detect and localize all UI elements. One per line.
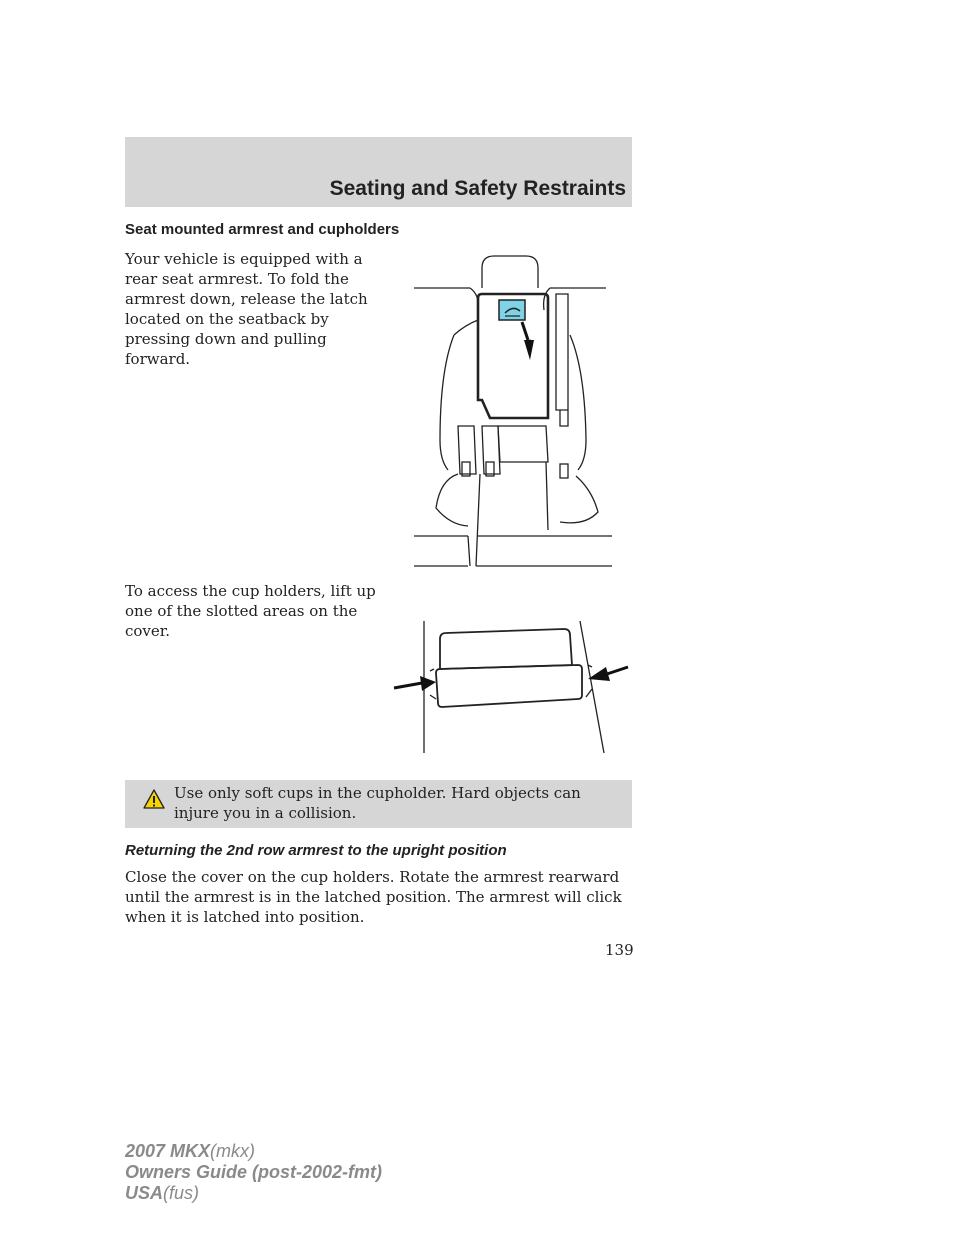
seat-armrest-illustration (410, 250, 615, 570)
header-band (125, 137, 632, 207)
latch-highlight (499, 300, 525, 320)
warning-box (125, 780, 632, 828)
footer-line-1 (125, 1141, 382, 1162)
warning-text: Use only soft cups in the cupholder. Hard objects can injure you in a collision. (174, 784, 581, 822)
footer-line-2: Owners Guide (post-2002-fmt) (125, 1162, 383, 1182)
footer-market: USA (125, 1183, 164, 1203)
section-heading: Seat mounted armrest and cupholders (125, 221, 400, 238)
page-section-title: Seating and Safety Restraints (329, 177, 626, 200)
footer (125, 1141, 382, 1204)
warning-triangle-icon (143, 788, 165, 810)
return-heading: Returning the 2nd row armrest to the upright position (125, 842, 507, 859)
return-instructions: Close the cover on the cup holders. Rotate the armrest rearward until the armrest is in the latched position. The armrest will click when it is latched into position. (125, 868, 622, 926)
footer-model: 2007 MKX (125, 1141, 211, 1161)
fold-instructions: Your vehicle is equipped with a rear seat armrest. To fold the armrest down, release the latch located on the seatback by pressing down and pulling forward. (125, 250, 368, 368)
footer-model-code: (mkx) (210, 1141, 256, 1161)
cupholder-instructions: To access the cup holders, lift up one of the slotted areas on the cover. (125, 582, 376, 640)
footer-line-3 (125, 1183, 382, 1204)
footer-market-code: (fus) (163, 1183, 200, 1203)
cupholder-cover-illustration (392, 615, 632, 755)
page-number: 139 (605, 941, 634, 959)
